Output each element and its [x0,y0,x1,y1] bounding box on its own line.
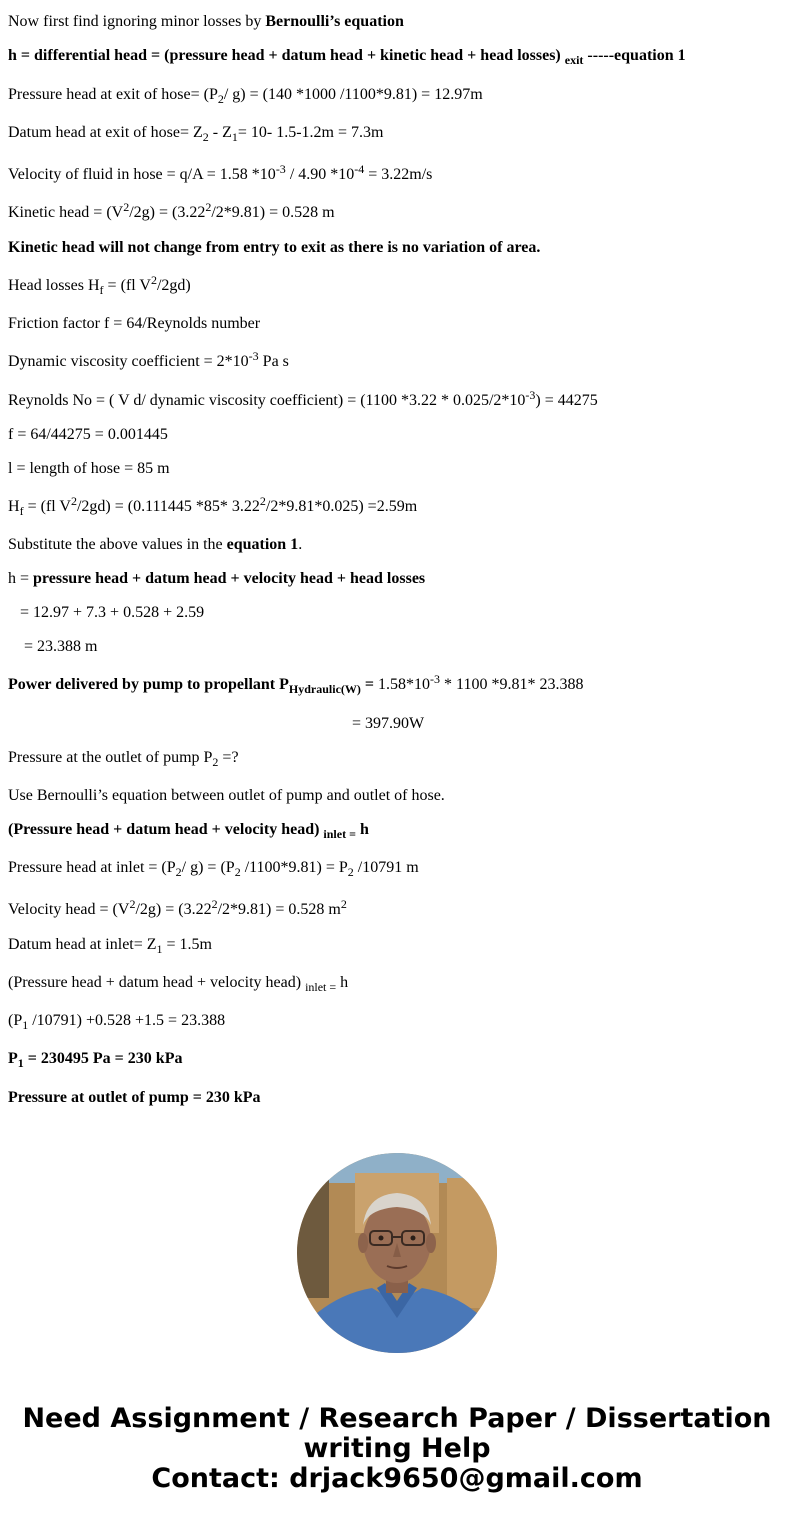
text-segment: = (fl V [23,498,71,515]
subscript: inlet = [305,980,337,994]
text-segment: Power delivered by pump to propellant P [8,676,289,693]
text-line-h-sum [8,570,425,588]
text-segment: (Pressure head + datum head + velocity head) [8,821,324,838]
footer-line-writing-help: writing Help [303,1433,491,1464]
text-segment: Velocity of fluid in hose = q/A = 1.58 *10 [8,166,276,183]
equation-1-line [8,47,686,65]
text-line-velocity-head [8,897,347,919]
text-line-viscosity [8,349,289,371]
text-segment: ) = 44275 [535,392,598,409]
subscript: 2 [202,130,209,144]
text-segment: = 10- 1.5-1.2m = 7.3m [237,124,384,141]
text-segment: = [360,676,379,693]
subscript: 2 [175,865,182,879]
text-segment: (Pressure head + datum head + velocity head) [8,974,306,991]
text-segment: = 23.388 m [24,638,98,655]
text-segment: /2g) = (3.22 [135,901,212,918]
text-segment: H [8,498,20,515]
text-segment: / g) = (P [181,859,235,876]
subscript: 2 [212,755,219,769]
text-segment: Pa s [258,353,289,370]
text-segment: /2*9.81) = 0.528 m [211,204,335,221]
text-line-inlet-equation-bold [8,821,369,839]
text-line-substitute [8,536,302,554]
text-line-h-result [24,638,97,656]
subscript: Hydraulic(W) [288,682,361,696]
bold-segment [8,821,369,841]
superscript: 2 [340,897,347,911]
text-line-power [8,672,584,696]
text-segment: Substitute the above values in the [8,536,227,553]
text-segment: (P [8,1012,23,1029]
text-segment: . [298,536,303,553]
superscript: 2 [211,897,218,911]
text-segment: /2*9.81) = 0.528 m [217,901,341,918]
text-segment: Head losses H [8,277,100,294]
text-segment: Reynolds No = ( V d/ dynamic viscosity coefficient) = (1100 *3.22 * 0.025/2*10 [8,392,526,409]
author-photo [297,1153,497,1353]
text-segment: /10791 m [353,859,419,876]
superscript: 2 [259,494,266,508]
text-line-h-values [20,604,204,622]
text-segment: /2gd) = (0.111445 *85* 3.22 [76,498,260,515]
portrait-illustration [297,1153,497,1353]
superscript: 2 [123,200,130,214]
superscript: -3 [248,349,259,363]
text-line-datum-head-inlet [8,936,212,954]
text-segment: -----equation 1 [583,47,686,64]
text-segment: Now first find ignoring minor losses by [8,13,266,30]
text-segment: Pressure at the outlet of pump P [8,749,213,766]
subscript: 1 [22,1018,29,1032]
bold-segment: Bernoulli’s equation [265,13,404,30]
text-line-final-answer [8,1089,261,1107]
text-line-p1-equation [8,1012,225,1030]
text-segment: Kinetic head = (V [8,204,124,221]
footer-line-assignment: Need Assignment / Research Paper / Dissertation [22,1403,772,1434]
text-segment: = 1.5m [162,936,212,953]
text-segment: = 397.90W [352,715,425,732]
superscript: 2 [70,494,77,508]
superscript: -4 [354,162,365,176]
text-segment: Pressure head at exit of hose= (P [8,86,218,103]
footer-cta [0,1404,794,1494]
superscript: 2 [205,200,212,214]
text-segment: Dynamic viscosity coefficient = 2*10 [8,353,249,370]
superscript: -3 [275,162,286,176]
subscript: 2 [217,92,224,106]
subscript: f [19,504,24,518]
text-line-head-losses [8,273,191,297]
subscript: exit [564,53,584,67]
subscript: 1 [231,130,238,144]
superscript: 2 [129,897,136,911]
text-segment: - Z [208,124,232,141]
text-line-outlet-pressure-question [8,749,239,767]
subscript: 2 [234,865,241,879]
superscript: -3 [430,672,441,686]
text-segment: /1100*9.81) = P [240,859,348,876]
text-line-hose-length [8,460,170,478]
text-segment: l = length of hose = 85 m [8,460,170,477]
text-segment: Velocity head = (V [8,901,130,918]
subscript: 1 [156,942,163,956]
bold-segment: Pressure at outlet of pump = 230 kPa [8,1089,261,1106]
text-line-reynolds [8,388,598,410]
text-segment: 1.58*10 [378,676,431,693]
bold-segment: Kinetic head will not change from entry to exit as there is no variation of area. [8,239,541,256]
text-segment: = 230495 Pa = 230 kPa [23,1050,183,1067]
superscript: -3 [525,388,536,402]
text-line-inlet-equation [8,974,348,992]
bold-segment: equation 1 [226,536,299,553]
text-segment: /2gd) [156,277,191,294]
text-line-use-bernoulli [8,787,445,805]
text-line-pressure-head-inlet [8,859,419,877]
text-segment: / g) = (140 *1000 /1100*9.81) = 12.97m [223,86,483,103]
bold-segment: pressure head + datum head + velocity head + head losses [33,570,426,587]
text-segment: h = [8,570,34,587]
text-segment: /2*9.81*0.025) =2.59m [265,498,418,515]
text-line-p1-result [8,1050,182,1068]
text-segment: h [355,821,369,838]
text-line-intro [8,13,404,31]
text-segment: Pressure head at inlet = (P [8,859,176,876]
text-line-power-result [352,715,424,733]
bold-segment [8,47,686,67]
text-line-kinetic-head [8,200,335,222]
text-segment: h [336,974,349,991]
text-segment: Use Bernoulli’s equation between outlet of pump and outlet of hose. [8,787,445,804]
text-segment: f = 64/44275 = 0.001445 [8,426,168,443]
superscript: 2 [150,273,157,287]
bold-segment [8,676,379,696]
text-line-velocity [8,162,433,184]
text-line-hf-value [8,494,418,518]
subscript: f [99,283,104,297]
footer-contact-email: Contact: drjack9650@gmail.com [151,1463,643,1494]
kinetic-head-note [8,239,540,257]
text-segment: / 4.90 *10 [285,166,355,183]
text-segment: = 12.97 + 7.3 + 0.528 + 2.59 [20,604,205,621]
text-line-datum-head-exit [8,124,383,142]
text-segment: = 3.22m/s [364,166,433,183]
text-segment: /10791) +0.528 +1.5 = 23.388 [28,1012,226,1029]
bold-segment [8,1050,183,1070]
text-line-f-value [8,426,168,444]
text-segment: Datum head at inlet= Z [8,936,157,953]
text-segment: P [8,1050,18,1067]
text-segment: =? [218,749,239,766]
text-segment: /2g) = (3.22 [129,204,206,221]
text-segment: * 1100 *9.81* 23.388 [440,676,584,693]
text-line-friction-factor [8,315,260,333]
text-segment: Friction factor f = 64/Reynolds number [8,315,261,332]
text-segment: Datum head at exit of hose= Z [8,124,203,141]
text-line-pressure-head-exit [8,86,483,104]
subscript: inlet = [323,827,356,841]
text-segment: = (fl V [103,277,151,294]
subscript: 1 [17,1056,24,1070]
subscript: 2 [347,865,354,879]
text-segment: h = differential head = (pressure head + datum head + kinetic head + head losses) [8,47,565,64]
